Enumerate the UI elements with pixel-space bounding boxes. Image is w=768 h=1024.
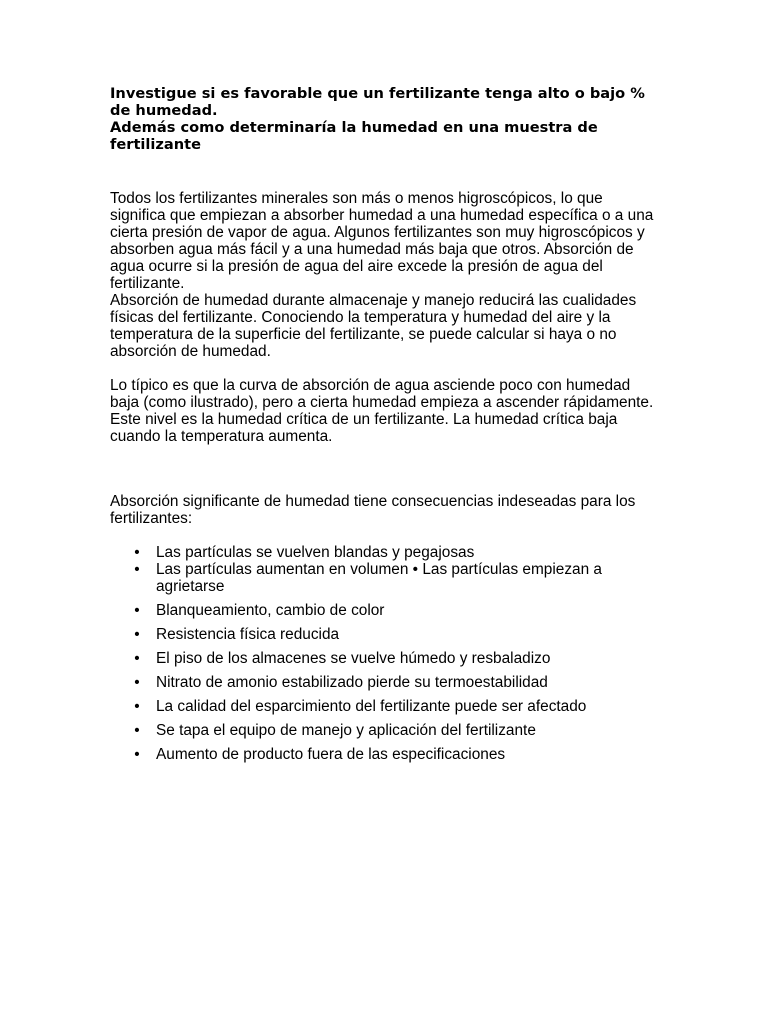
list-item [110, 722, 660, 739]
bullet-icon: • [134, 746, 140, 763]
list-item [110, 544, 660, 561]
bullet-icon: • [134, 626, 140, 643]
paragraph-spacer-large [110, 445, 660, 493]
paragraph-spacer [110, 360, 660, 377]
list-item-text: Las partículas se vuelven blandas y pegajosas [156, 544, 475, 561]
list-item-text: Aumento de producto fuera de las especificaciones [156, 746, 506, 763]
list-item [110, 650, 660, 667]
document-content [110, 85, 660, 770]
paragraph-hygroscopic [110, 190, 660, 360]
list-item-text: Blanqueamiento, cambio de color [156, 602, 385, 619]
paragraph-consequences-intro: Absorción significante de humedad tiene consecuencias indeseadas para los fertilizantes: [110, 493, 636, 527]
paragraph-1-part-2: Absorción de humedad durante almacenaje y manejo reducirá las cualidades físicas del fertilizante. Conociendo la temperatura y humedad del aire y la temperatura de la superficie del fertilizante, se puede calcular si haya o no absorción de humedad. [110, 292, 637, 360]
bullet-icon: • [134, 561, 140, 578]
consequences-list [110, 544, 660, 763]
list-item-text: Nitrato de amonio estabilizado pierde su termoestabilidad [156, 674, 548, 691]
bullet-icon: • [134, 698, 140, 715]
heading-line-1: Investigue si es favorable que un fertilizante tenga alto o bajo % de humedad. [110, 85, 645, 119]
list-item [110, 561, 660, 595]
list-item-text: Resistencia física reducida [156, 626, 340, 643]
bullet-icon: • [134, 602, 140, 619]
list-item [110, 698, 660, 715]
paragraph-1-part-1: Todos los fertilizantes minerales son más o menos higroscópicos, lo que significa que empiezan a absorber humedad a una humedad específica o a una cierta presión de vapor de agua. Algunos fertilizantes son muy higroscópicos y absorben agua más fácil y a una humedad más baja que otros. Absorción de agua ocurre si la presión de agua del aire excede la presión de agua del fertilizante. [110, 190, 654, 292]
bullet-icon: • [134, 544, 140, 561]
list-item [110, 626, 660, 643]
paragraph-critical-humidity: Lo típico es que la curva de absorción de agua asciende poco con humedad baja (como ilustrado), pero a cierta humedad empieza a ascender rápidamente. Este nivel es la humedad crítica de un fertilizante. La humedad crítica baja cuando la temperatura aumenta. [110, 377, 654, 445]
list-item-text: El piso de los almacenes se vuelve húmedo y resbaladizo [156, 650, 551, 667]
list-item [110, 674, 660, 691]
list-item-text: Se tapa el equipo de manejo y aplicación del fertilizante [156, 722, 536, 739]
bullet-icon: • [134, 722, 140, 739]
bullet-icon: • [134, 674, 140, 691]
document-heading [110, 85, 660, 153]
heading-line-2: Además como determinaría la humedad en una muestra de fertilizante [110, 119, 598, 153]
list-item [110, 746, 660, 763]
list-item [110, 602, 660, 619]
bullet-icon: • [134, 650, 140, 667]
list-item-text: Las partículas aumentan en volumen • Las partículas empiezan a agrietarse [156, 561, 602, 595]
list-item-text: La calidad del esparcimiento del fertilizante puede ser afectado [156, 698, 587, 715]
